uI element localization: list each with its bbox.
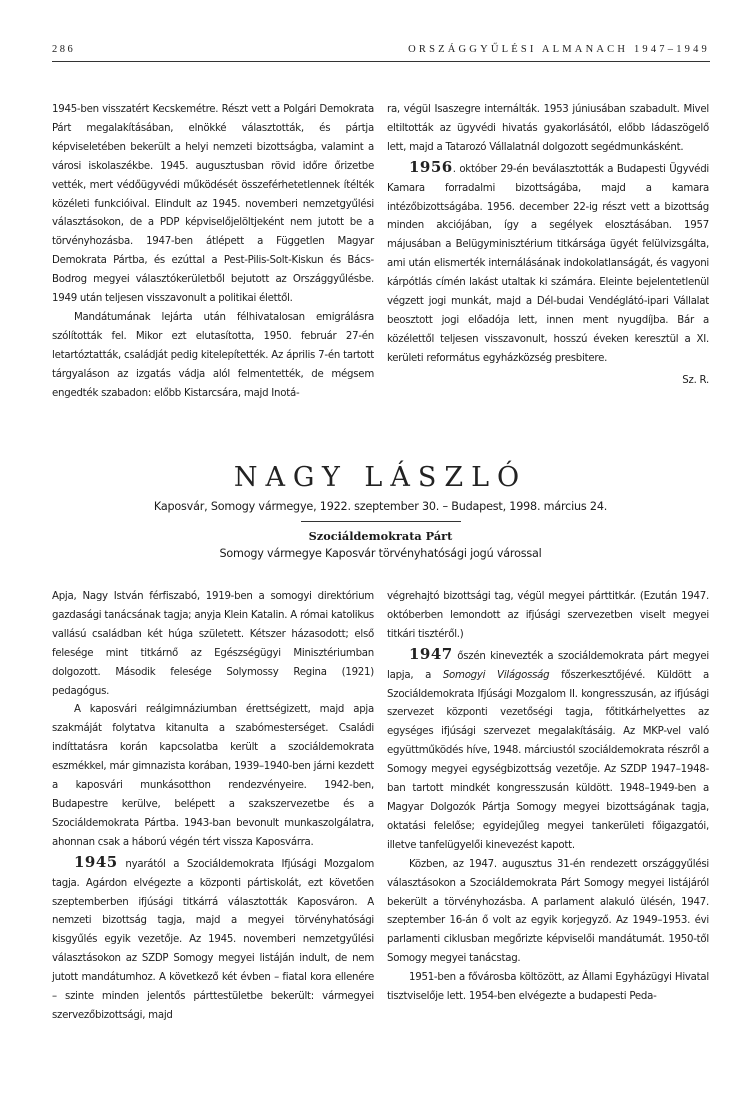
paragraph: A kaposvári reálgimnáziumban érettségizett, majd apja szakmáját folytatva kitanulta a szabómesterséget. Családi indíttatásra korán kapcsolatba került a szociáldemokrata eszmékkel, már gimnazista korában, 1939–1940-ben járni kezdett a kaposvári munkásotthon rendezvényeire. 1942-ben, Budapestre kerülve, belépett a szakszervezetbe és a Szociáldemokrata Pártba. 1943-ban bevonult munkaszolgálatra, ahonnan csak a háború végén tért vissza Kaposvárra. xyxy=(52,704,374,848)
constituency: Somogy vármegye Kaposvár törvényhatósági jogú várossal xyxy=(219,547,542,560)
entry-column-right xyxy=(387,588,709,1007)
newspaper-title: Somogyi Világosság xyxy=(442,669,550,681)
paragraph: Mandátumának lejárta után félhivatalosan emigrálásra szólították fel. Mikor ezt elutasította, 1950. február 27-én letartóztatták, családját pedig kitelepítették. Az április 7-én tartott tárgyaláson az izgatás vádja alól felmentették, de mégsem engedték szabadon: előbb Kistarcsára, majd Inotá- xyxy=(52,311,374,399)
author-signature: Sz. R. xyxy=(682,374,709,386)
entry-column-left xyxy=(52,588,374,1026)
paragraph: végrehajtó bizottsági tag, végül megyei párttitkár. (Ezután 1947. októberben lemondott az ifjúsági szervezetben viselt megyei titkári tisztéről.) xyxy=(387,591,709,640)
year-marker: 1947 xyxy=(409,644,453,663)
running-title: ORSZÁGGYŰLÉSI ALMANACH 1947–1949 xyxy=(408,44,710,55)
year-marker: 1956 xyxy=(409,157,453,176)
paragraph-text: nyarától a Szociáldemokrata Ifjúsági Mozgalom tagja. Agárdon elvégezte a központi pártiskolát, ezt követően szeptemberben ifjúsági titkárrá választották Kaposváron. A nemzeti bizottság tagja, majd a megyei törvényhatósági kisgyűlés egyik vezetője. Az 1945. novemberi nemzetgyűlési választásokon az SZDP Somogy megyei listáján indult, de nem jutott mandátumhoz. A következő két évben – fiatal kora ellenére – szinte minden jelentős párttestületbe bekerült: vármegyei szervezőbizottsági, majd xyxy=(52,858,374,1021)
paragraph-text: őszén kinevezték a szociáldemokrata párt megyei lapja, a xyxy=(387,650,709,681)
previous-entry-column-left xyxy=(52,101,374,404)
entry-name: NAGY LÁSZLÓ xyxy=(233,462,528,493)
party-name: Szociáldemokrata Párt xyxy=(308,529,453,543)
paragraph xyxy=(52,853,374,1026)
paragraph: 1945-ben visszatért Kecskemétre. Részt vett a Polgári Demokrata Párt megalakításában, elnökké választották, és pártja képviseletében bekerült a helyi nemzeti bizottságba, valamint a városi iskolaszékbe. 1945. augusztusban rövid időre őrizetbe vették, mert védőügyvédi működését összeférhetetlennek ítélték közéleti funkcióival. Elindult az 1945. novemberi nemzetgyűlési választásokon, de a PDP képviselőjelöltjeként nem jutott be a törvényhozásba. 1947-ben átlépett a Független Magyar Demokrata Pártba, és ezúttal a Pest-Pilis-Solt-Kiskun és Bács-Bodrog megyei választókerületből bejutott az Országgyűlésbe. 1949 után teljesen visszavonult a politikai élettől. xyxy=(52,104,374,305)
paragraph-text: . október 29-én beválasztották a Budapesti Ügyvédi Kamara forradalmi bizottságába, majd a kamara intézőbizottságába. 1956. december 22-ig részt vett a bizottság minden akciójában, így a segélyek elosztásában. 1957 májusában a Belügyminisztérium titkársága ügyét felülvizsgálta, ami után elismerték internálásának indokolatlanságát, és vagyoni kárpótlás címén lakást utaltak ki számára. Eleinte bejelentetlenül végzett jogi munkát, majd a Dél-budai Vendéglátó-ipari Vállalat beosztott jogi előadója lett, innen ment nyugdíjba. Bár a közélettől teljesen visszavonult, hosszú éveken keresztül a XI. kerületi református egyházközség presbitere. xyxy=(387,163,709,364)
paragraph: Közben, az 1947. augusztus 31-én rendezett országgyűlési választásokon a Szociáldemokrata Párt Somogy megyei listájáról bekerült a törvényhozásba. A parlament alakuló ülésén, 1947. szeptember 16-án ő volt az egyik korjegyző. Az 1949–1953. évi parlamenti ciklusban megőrizte képviselői mandátumát. 1950-től Somogy megyei tanácstag. xyxy=(387,858,709,965)
paragraph-text: főszerkesztőjévé. Küldött a Szociáldemokrata Ifjúsági Mozgalom II. kongresszusán, az ifjúsági szervezet központi vezetőségi tagja, főtitkárhelyettes az egységes ifjúsági szervezet megalakításáig. Az MKP-vel való együttműködés híve, 1948. márciustól szociáldemokrata részről a Somogy megyei egységbizottság vezetője. Az SZDP 1947–1948-ban tartott mindkét kongresszusán küldött. 1948–1949-ben a Magyar Dolgozók Pártja Somogy megyei bizottságának tagja, oktatási felelőse; egyidejűleg megyei tankerületi főigazgatói, illetve tanfelügyelői kinevezést kapott. xyxy=(387,669,710,851)
header-rule xyxy=(52,61,710,62)
entry-heading xyxy=(52,462,709,562)
previous-entry-column-right xyxy=(387,101,709,391)
birth-death-line: Kaposvár, Somogy vármegye, 1922. szeptember 30. – Budapest, 1998. március 24. xyxy=(153,500,608,513)
heading-rule xyxy=(301,521,461,522)
paragraph: 1951-ben a fővárosba költözött, az Állami Egyházügyi Hivatal tisztviselője lett. 1954-ben elvégezte a budapesti Peda- xyxy=(387,972,709,1003)
paragraph xyxy=(387,158,709,369)
paragraph: ra, végül Isaszegre internálták. 1953 júniusában szabadult. Mivel eltiltották az ügyvédi hivatás gyakorlásától, előbb ládaszögelő lett, majd a Tatarozó Vállalatnál dolgozott segédmunkásként. xyxy=(387,104,709,153)
paragraph xyxy=(387,645,709,856)
running-head xyxy=(52,44,710,60)
paragraph: Apja, Nagy István férfiszabó, 1919-ben a somogyi direktórium gazdasági tanácsának tagja; anyja Klein Katalin. A római katolikus vallású családban két húga született. Kétszer házasodott; első felesége mint titkárnő az Egészségügyi Minisztériumban dolgozott. Második felesége Solymossy Regina (1921) pedagógus. xyxy=(52,591,374,697)
page-number: 286 xyxy=(52,44,76,55)
year-marker: 1945 xyxy=(74,852,118,871)
